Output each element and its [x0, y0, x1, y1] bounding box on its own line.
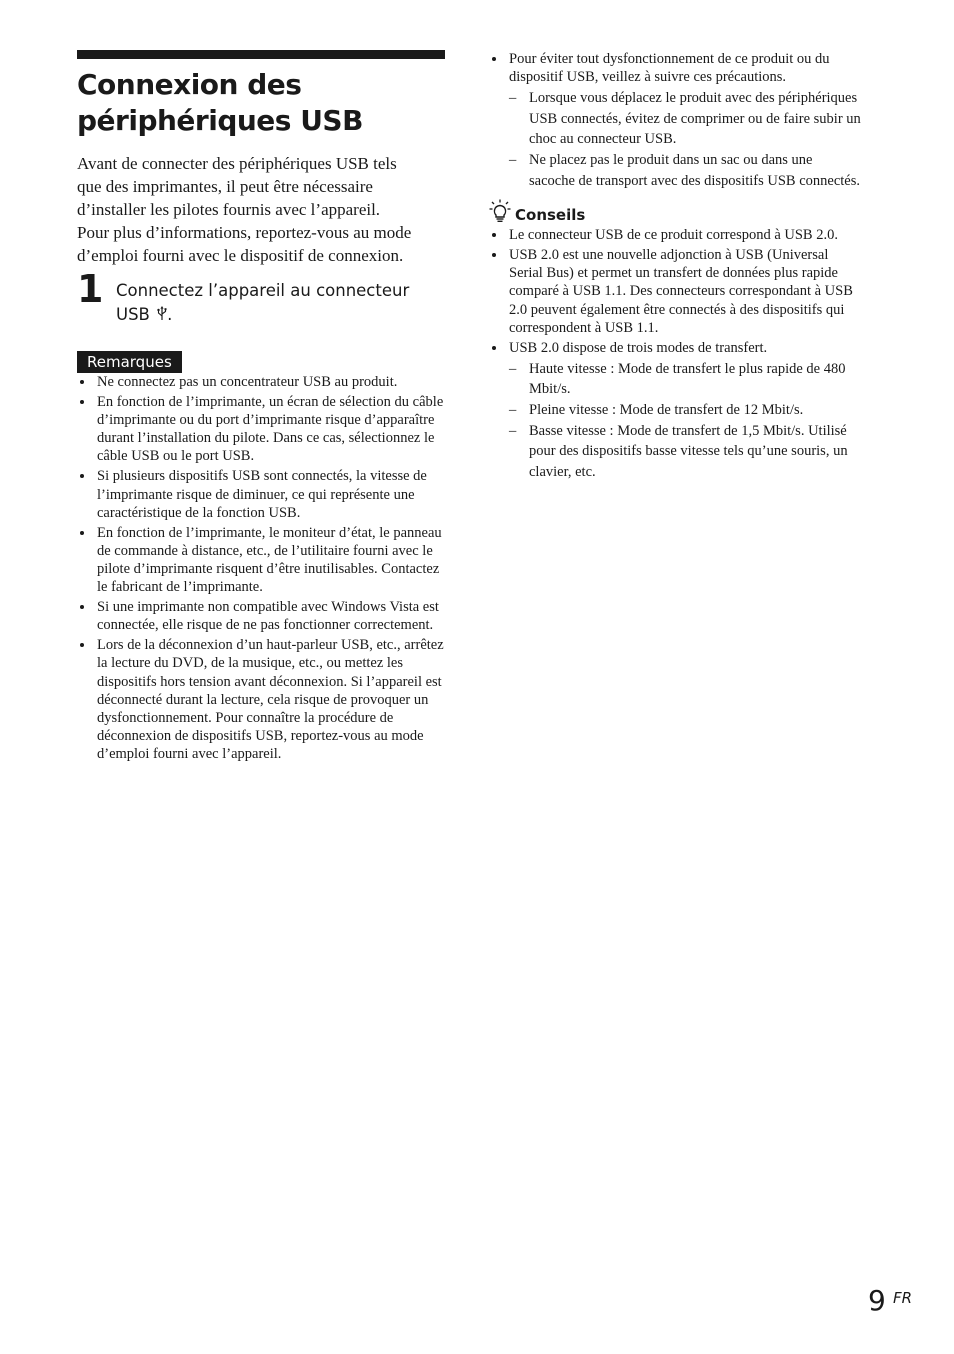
left-column — [77, 50, 445, 765]
intro-line: que des imprimantes, il peut être nécessaire — [77, 177, 373, 196]
list-item: Ne connectez pas un concentrateur USB au produit. — [77, 373, 445, 391]
sub-list-item: – Haute vitesse : Mode de transfert le plus rapide de 480 Mbit/s. — [509, 359, 861, 400]
page-title — [77, 67, 445, 139]
step-number: 1 — [77, 267, 104, 311]
notes-heading: Remarques — [77, 351, 182, 373]
tips-heading-label: Conseils — [515, 206, 586, 225]
notes-list — [77, 373, 445, 763]
sub-list-item: – Ne placez pas le produit dans un sac ou dans une sacoche de transport avec des dispositifs USB connectés. — [509, 150, 861, 191]
page-title-line-2: périphériques USB — [77, 104, 363, 137]
step-text-line-1: Connectez l’appareil au connecteur — [116, 281, 410, 300]
list-item: Si plusieurs dispositifs USB sont connectés, la vitesse de l’imprimante risque de diminuer, ce qui représente une caractéristique de la fonction USB. — [77, 467, 445, 521]
step-instruction — [116, 279, 445, 327]
list-item: Lors de la déconnexion d’un haut-parleur USB, etc., arrêtez la lecture du DVD, de la musique, etc., ou mettez les dispositifs hors tension avant déconnexion. Si l’appareil est déconnecté durant la lecture, cela risque de provoquer un dysfonctionnement. Pour connaître la procédure de déconnexion de dispositifs USB, reportez-vous au mode d’emploi fourni avec l’appareil. — [77, 636, 445, 763]
intro-paragraph — [77, 152, 445, 267]
usb-icon — [157, 306, 167, 321]
precaution-text: Pour éviter tout dysfonctionnement de ce produit ou du dispositif USB, veillez à suivre ces précautions. — [509, 51, 830, 86]
list-item: En fonction de l’imprimante, un écran de sélection du câble d’imprimante ou du port d’imprimante risque d’apparaître durant l’installation du pilote. Dans ce cas, sélectionnez le câble USB ou le port USB. — [77, 393, 445, 465]
title-rule — [77, 50, 445, 59]
page-title-line-1: Connexion des — [77, 68, 302, 101]
tips-list — [489, 226, 861, 482]
sub-list-item: – Pleine vitesse : Mode de transfert de 12 Mbit/s. — [509, 400, 861, 421]
precaution-list — [489, 50, 861, 191]
intro-line: d’installer les pilotes fournis avec l’appareil. — [77, 200, 381, 219]
step-1 — [77, 267, 445, 333]
tips-text: USB 2.0 dispose de trois modes de transfert. — [509, 339, 768, 356]
lightbulb-icon — [489, 199, 511, 223]
precaution-sublist — [509, 88, 861, 191]
sub-list-item: – Basse vitesse : Mode de transfert de 1,5 Mbit/s. Utilisé pour des dispositifs basse vitesse tels qu’une souris, un clavier, etc. — [509, 421, 861, 483]
list-item — [489, 50, 861, 191]
tips-heading — [489, 198, 861, 226]
transfer-modes-list — [509, 359, 861, 483]
page-language: FR — [893, 1289, 913, 1307]
intro-line: Pour plus d’informations, reportez-vous au mode — [77, 223, 412, 242]
list-item: Le connecteur USB de ce produit correspond à USB 2.0. — [489, 226, 861, 244]
sub-list-item: – Lorsque vous déplacez le produit avec des périphériques USB connectés, évitez de comprimer ou de faire subir un choc au connecteur USB. — [509, 88, 861, 150]
intro-line: Avant de connecter des périphériques USB tels — [77, 154, 397, 173]
intro-line: d’emploi fourni avec le dispositif de connexion. — [77, 246, 404, 265]
page-number: 9 — [868, 1284, 886, 1317]
step-text-end: . — [167, 305, 173, 324]
list-item — [489, 339, 861, 483]
right-column — [489, 50, 861, 484]
list-item: En fonction de l’imprimante, le moniteur d’état, le panneau de commande à distance, etc., de l’utilitaire fourni avec le pilote d’imprimante risquent d’être inutilisables. Contactez le fabricant de l’imprimante. — [77, 524, 445, 596]
step-text-line-2: USB — [116, 305, 150, 324]
list-item: Si une imprimante non compatible avec Windows Vista est connectée, elle risque de ne pas fonctionner correctement. — [77, 598, 445, 634]
list-item: USB 2.0 est une nouvelle adjonction à USB (Universal Serial Bus) et permet un transfert de données plus rapide comparé à USB 1.1. Des connecteurs correspondant à USB 2.0 peuvent également être connectés à des dispositifs qui correspondent à USB 1.1. — [489, 246, 861, 336]
